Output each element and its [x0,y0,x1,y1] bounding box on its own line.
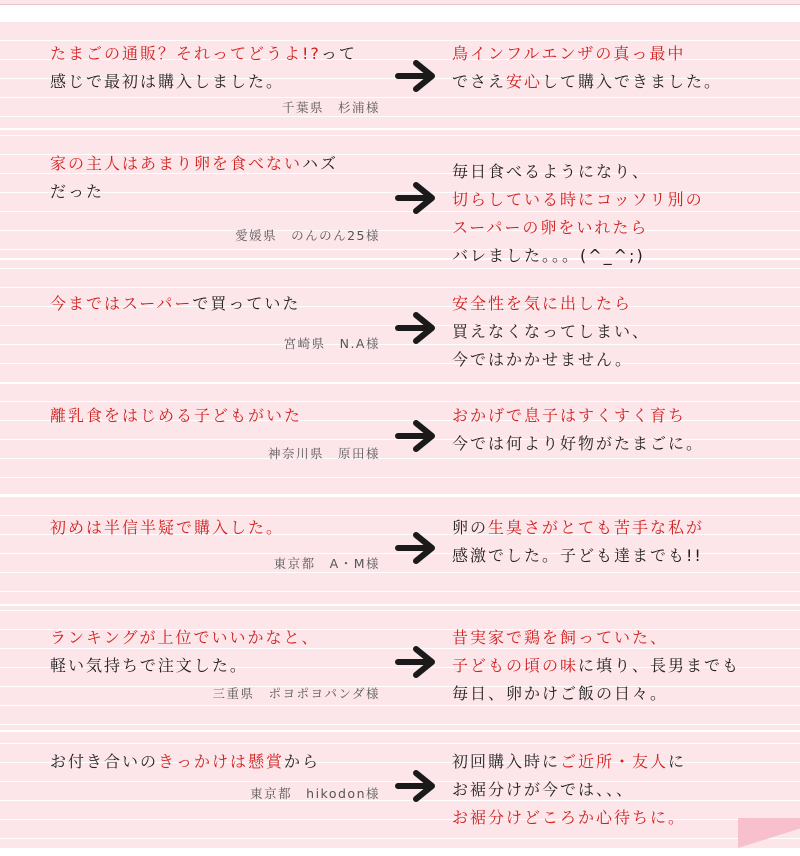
text-line [50,624,380,652]
text-line [452,40,792,68]
highlight-text: 生臭さがとても苦手な私が [488,518,705,537]
highlight-text: 今まではスーパー [50,294,193,313]
before-comment [50,402,380,430]
right-arrow-icon [394,418,438,454]
after-comment [452,290,792,374]
text-line [50,40,380,68]
section-separator [0,604,800,606]
after-comment [452,624,792,708]
body-text: 買えなくなってしまい、 [452,322,651,341]
body-text: から [284,752,321,771]
text-line [50,748,380,776]
body-text: 毎日食べるようになり、 [452,162,651,181]
after-comment [452,402,792,458]
body-text: 感激でした。子ども達までも!! [452,546,703,565]
body-text: お付き合いの [50,752,159,771]
highlight-text: 昔実家で鶏を飼っていた、 [452,628,669,647]
top-divider [0,4,800,5]
right-arrow-icon [394,530,438,566]
text-line [452,514,792,542]
body-text: 卵の [452,518,489,537]
text-line [452,402,792,430]
highlight-text: 鳥インフルエンザの真っ最中 [452,44,686,63]
customer-signature: 宮崎県 N.A様 [283,336,380,351]
highlight-text: 家の主人はあまり卵を食べない [50,154,303,173]
text-line [50,652,380,680]
right-arrow-icon [394,644,438,680]
text-line [452,346,792,374]
right-arrow-icon [394,58,438,94]
highlight-text: ご近所・友人 [560,752,669,771]
body-text: お裾分けが今では、、、 [452,780,635,799]
body-text: って [320,44,357,63]
text-line [452,214,792,242]
text-line [452,652,792,680]
highlight-text: スーパーの卵をいれたら [452,218,649,237]
customer-signature: 東京都 hikodon様 [250,786,380,801]
before-comment [50,748,380,776]
before-comment [50,150,380,206]
body-text: バレました。。。(^_^;) [452,246,645,265]
section-separator [0,382,800,384]
highlight-text: たまごの通販？それってどうよ!? [50,44,321,63]
customer-signature: 東京都 A・M様 [273,556,380,571]
text-line [50,150,380,178]
after-comment [452,514,792,570]
highlight-text: 安心 [506,72,543,91]
text-line [50,402,380,430]
customer-signature: 千葉県 杉浦様 [281,100,380,115]
before-comment [50,40,380,96]
right-arrow-icon [394,180,438,216]
highlight-text: 切らしている時にコッソリ別の [452,190,704,209]
text-line [452,542,792,570]
highlight-text: 離乳食をはじめる子どもがいた [50,406,303,425]
text-line [50,514,380,542]
text-line [452,158,792,186]
text-line [50,68,380,96]
highlight-text: 初めは半信半疑で購入した。 [50,518,285,537]
text-line [452,290,792,318]
text-line [452,318,792,346]
body-text: に [668,752,687,771]
text-line [452,68,792,96]
body-text: 今では何より好物がたまごに。 [452,434,705,453]
text-line [452,430,792,458]
highlight-text: お裾分けどころか心待ちに。 [452,808,687,827]
highlight-text: きっかけは懸賞 [158,752,285,771]
text-line [50,290,380,318]
body-text: だった [50,182,105,201]
body-text: 感じで最初は購入しました。 [50,72,285,91]
body-text: して購入できました。 [542,72,723,91]
highlight-text: ランキングが上位でいいかなと、 [50,628,320,647]
text-line [452,748,792,776]
after-comment [452,40,792,96]
customer-signature: 愛媛県 のんのん25様 [235,228,380,243]
highlight-text: 安全性を気に出したら [452,294,633,313]
before-comment [50,624,380,680]
before-comment [50,514,380,542]
text-line [452,242,792,270]
section-separator [0,730,800,732]
body-text: で買っていた [192,294,301,313]
highlight-text: おかげで息子はすくすく育ち [452,406,687,425]
text-line [452,186,792,214]
highlight-text: 子どもの頃の味 [452,656,579,675]
body-text: 毎日、卵かけご飯の日々。 [452,684,669,703]
text-line [452,624,792,652]
section-separator [0,128,800,130]
body-text: 今ではかかせません。 [452,350,633,369]
body-text: でさえ [452,72,507,91]
text-line [452,680,792,708]
text-line [452,776,792,804]
body-text: ハズ [302,154,339,173]
after-comment [452,158,792,270]
before-comment [50,290,380,318]
customer-signature: 神奈川県 原田様 [267,446,380,461]
text-line [50,178,380,206]
section-separator [0,494,800,496]
body-text: 軽い気持ちで注文した。 [50,656,248,675]
body-text: に填り、長男までも [578,656,741,675]
customer-signature: 三重県 ポヨポヨパンダ様 [212,686,380,701]
right-arrow-icon [394,310,438,346]
right-arrow-icon [394,768,438,804]
body-text: 初回購入時に [452,752,561,771]
